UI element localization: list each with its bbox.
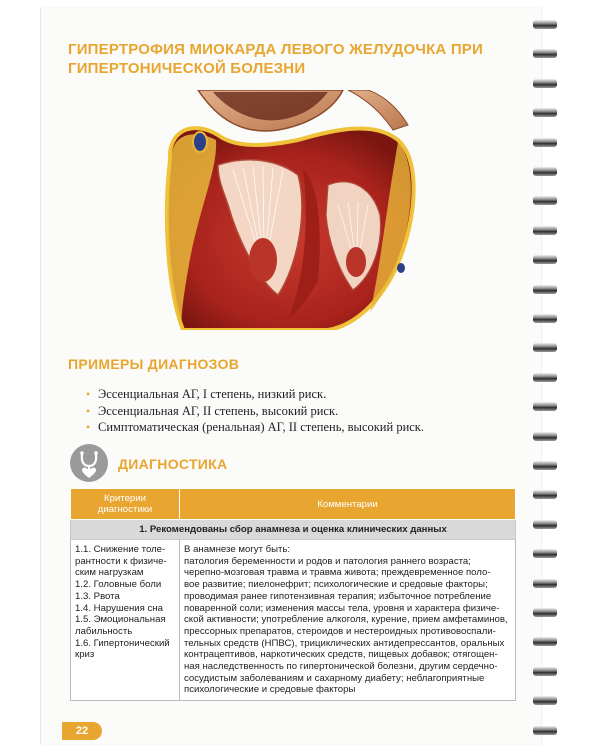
comment-line: В анамнезе могут быть: [184, 544, 291, 555]
comment-line: сосудистым заболеваниям и сахарному диабету; неблагоприятные [184, 672, 485, 684]
binding-ring [533, 138, 557, 147]
stethoscope-heart-icon [70, 444, 108, 482]
list-item: • Эссенциальная АГ, I степень, низкий риск. [86, 386, 424, 403]
binding-ring [533, 226, 557, 235]
criteria-header-line: диагностики [97, 504, 153, 515]
binding-ring [533, 461, 557, 470]
page-number: 22 [62, 722, 102, 740]
criteria-line: криз [75, 649, 95, 661]
binding-ring [533, 314, 557, 323]
table-header-row [71, 489, 516, 520]
comment-line: поваренной соли; изменения массы тела, уровня и характера физиче- [184, 602, 500, 614]
binding-ring [533, 667, 557, 676]
comment-line: контрацептивов, наркотических средств, пищевых добавок; отягощен- [184, 649, 498, 661]
diagnostics-heading: ДИАГНОСТИКА [118, 456, 228, 472]
comment-line: патология беременности и родов и патология раннего возраста; [184, 555, 471, 567]
comment-line: психологические и средовые факторы [184, 684, 356, 696]
binding-ring [533, 402, 557, 411]
binding-ring [533, 373, 557, 382]
heart-illustration [158, 90, 428, 330]
spiral-binding [533, 0, 561, 750]
binding-ring [533, 108, 557, 117]
criteria-line: 1.5. Эмоциональная [75, 614, 166, 626]
binding-ring [533, 196, 557, 205]
comment-line: тельных средств (НПВС), трициклических антидепрессантов, оральных [184, 637, 505, 649]
criteria-line: 1.6. Гипертонический [75, 637, 170, 649]
table-row [71, 540, 516, 701]
binding-ring [533, 432, 557, 441]
binding-ring [533, 285, 557, 294]
binding-ring [533, 255, 557, 264]
binding-ring [533, 49, 557, 58]
diagnostics-table [70, 488, 516, 701]
binding-ring [533, 343, 557, 352]
binding-ring [533, 20, 557, 29]
page-title-line: ГИПЕРТОНИЧЕСКОЙ БОЛЕЗНИ [68, 60, 306, 77]
binding-ring [533, 696, 557, 705]
comments-cell [180, 540, 516, 701]
comment-line: прессорных препаратов, стероидов и нестероидных противовоспали- [184, 625, 496, 637]
criteria-line: 1.1. Снижение толе- [75, 544, 166, 555]
comment-line: ная наследственность по гипертонической болезни, другим сердечно- [184, 661, 498, 673]
binding-ring [533, 167, 557, 176]
comment-line: черепно-мозговая травма и травма живота; преждевременное поло- [184, 567, 491, 579]
criteria-line: 1.3. Рвота [75, 590, 120, 602]
list-item: • Эссенциальная АГ, II степень, высокий риск. [86, 403, 424, 420]
comments-column-header: Комментарии [180, 489, 516, 520]
examples-list [86, 386, 424, 436]
criteria-line: лабильность [75, 625, 133, 637]
binding-ring [533, 637, 557, 646]
binding-ring [533, 549, 557, 558]
examples-heading: ПРИМЕРЫ ДИАГНОЗОВ [68, 356, 240, 372]
comment-line: проводимая ранее гипотензивная терапия; избыточное потребление [184, 590, 492, 602]
page-title [68, 40, 483, 78]
criteria-line: рантности к физиче- [75, 555, 167, 567]
section-row-label: 1. Рекомендованы сбор анамнеза и оценка клинических данных [71, 520, 516, 540]
criteria-header-line: Критерии [104, 493, 146, 504]
page-title-line: ГИПЕРТРОФИЯ МИОКАРДА ЛЕВОГО ЖЕЛУДОЧКА ПРИ [68, 41, 483, 58]
table-section-row [71, 520, 516, 540]
criteria-column-header [71, 489, 180, 520]
criteria-line: ским нагрузкам [75, 567, 144, 579]
criteria-line: 1.4. Нарушения сна [75, 602, 163, 614]
comment-line: ской активности; употребление алкоголя, курение, прием амфетаминов, [184, 614, 508, 626]
criteria-line: 1.2. Головные боли [75, 579, 162, 591]
binding-ring [533, 579, 557, 588]
list-item: • Симптоматическая (ренальная) АГ, II степень, высокий риск. [86, 419, 424, 436]
binding-ring [533, 520, 557, 529]
binding-ring [533, 726, 557, 735]
binding-ring [533, 490, 557, 499]
comment-line: вое развитие; пиелонефрит; психологические и средовые факторы; [184, 579, 488, 591]
binding-ring [533, 608, 557, 617]
criteria-cell [71, 540, 180, 701]
binding-ring [533, 79, 557, 88]
